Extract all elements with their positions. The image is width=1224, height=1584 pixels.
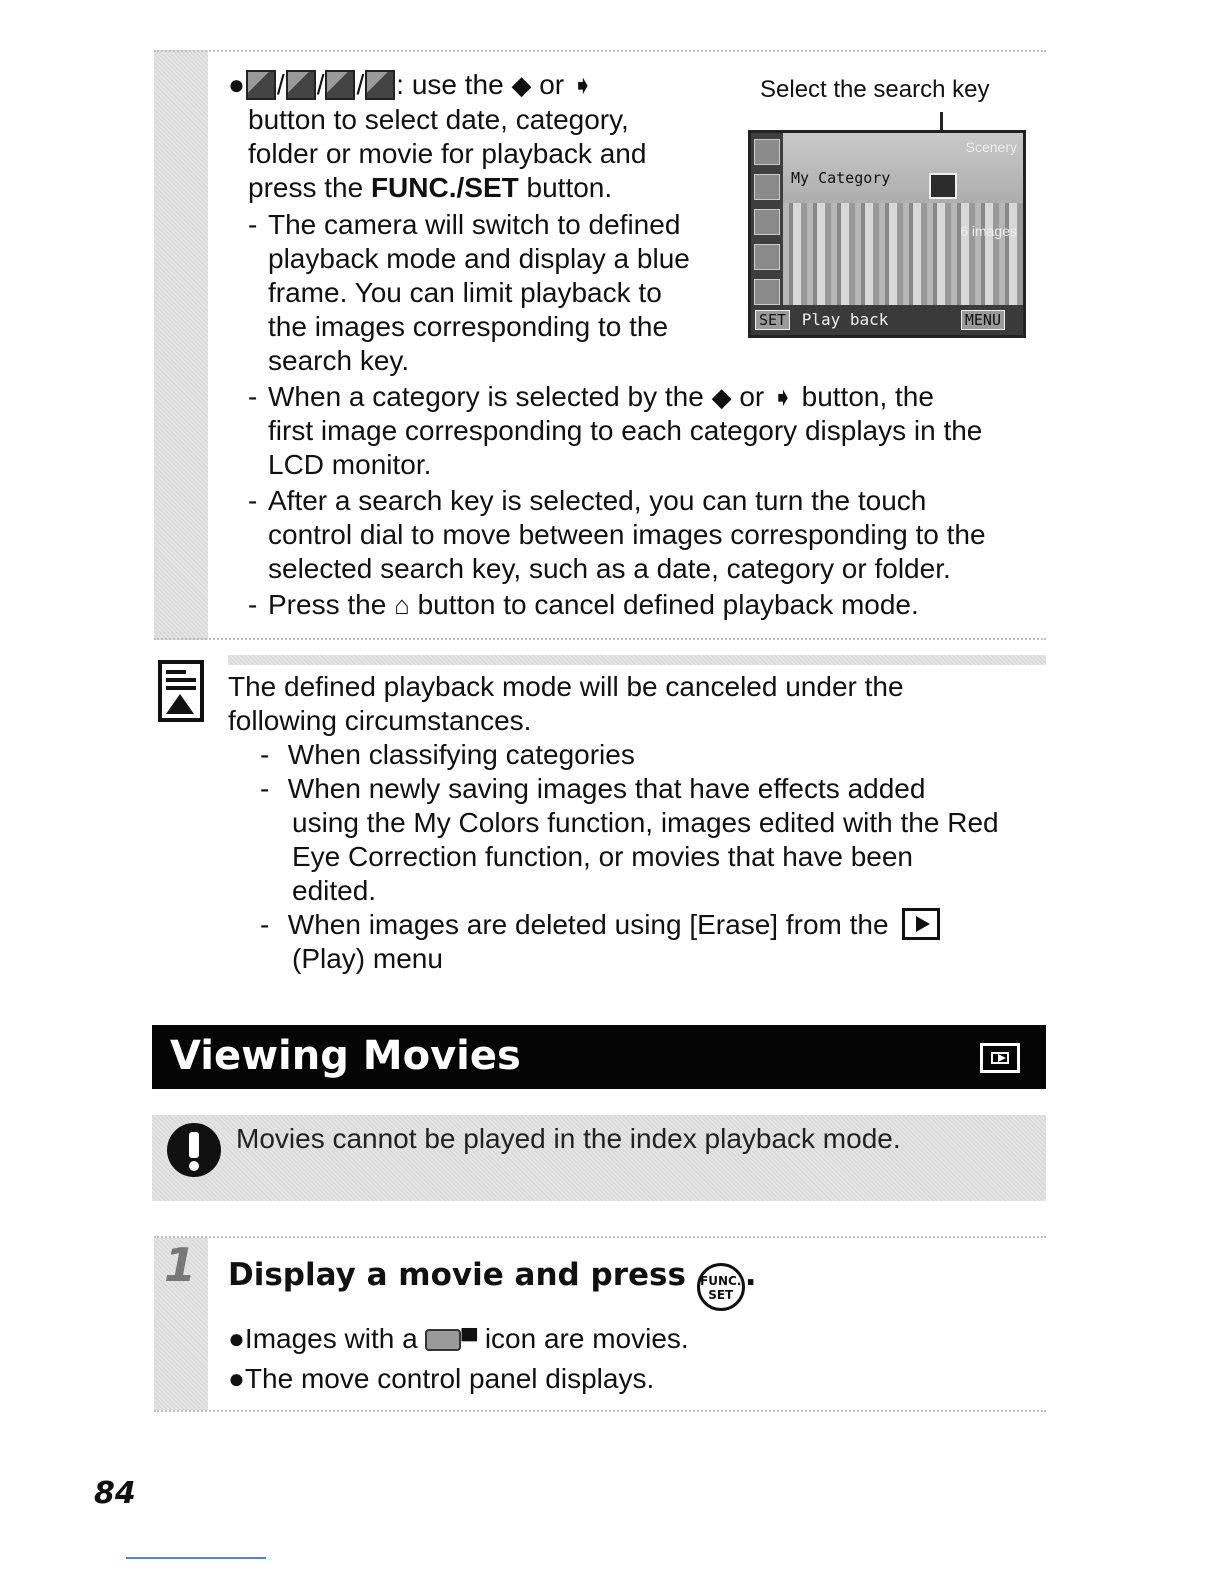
movie-camera-icon: ▀ <box>461 1328 478 1353</box>
left-arrow-icon: ◆ <box>711 382 732 412</box>
date-search-icon <box>246 70 276 100</box>
intro-line-1: button to select date, category, <box>248 104 629 135</box>
sub1-line-5: search key. <box>268 345 410 376</box>
step-bullet-2: The move control panel displays. <box>244 1363 655 1394</box>
note-line-1: The defined playback mode will be canceled under the <box>228 671 904 702</box>
note-item-3: When images are deleted using [Erase] from the <box>287 909 889 940</box>
step-bottom-divider <box>154 1410 1046 1412</box>
playback-filter-icon: ⌂ <box>394 590 410 620</box>
step-bullet-1-post: icon are movies. <box>484 1323 689 1354</box>
intro-line-2: folder or movie for playback and <box>248 138 647 169</box>
sub1-line-4: the images corresponding to the <box>268 311 669 342</box>
playback-mode-icon <box>980 1043 1020 1073</box>
sub1-line-1: The camera will switch to defined <box>268 209 681 240</box>
step-title: Display a movie and press <box>228 1257 686 1293</box>
figure-caption: Select the search key <box>760 76 990 103</box>
right-arrow-icon: ➧ <box>571 70 594 100</box>
step-bullet-1-pre: Images with a <box>244 1323 418 1354</box>
screen-bottom-bar <box>751 305 1023 335</box>
movie-search-icon <box>365 70 395 100</box>
sub-item-1: - The camera will switch to defined playback mode and display a blue frame. You can limit playback to the images corresponding to the search key. <box>248 208 728 378</box>
screen-menu-tag: MENU <box>961 310 1005 330</box>
intro-bullet: ● / / / : use the ◆ or ➧ <box>228 69 594 100</box>
sub-item-3: - After a search key is selected, you can turn the touch control dial to move between images corresponding to the selected search key, such as a date, category or folder. <box>248 484 1048 586</box>
sub3-line-1: After a search key is selected, you can turn the touch <box>268 485 927 516</box>
right-arrow-icon: ➧ <box>772 382 794 412</box>
screen-selection-box <box>929 173 957 199</box>
func-set-button-icon: FUNC. SET <box>697 1263 745 1311</box>
set-tag-icon <box>425 1329 461 1351</box>
sub1-line-3: frame. You can limit playback to <box>268 277 662 308</box>
sub3-line-2: control dial to move between images corresponding to the <box>268 519 986 550</box>
left-arrow-icon: ◆ <box>511 70 532 100</box>
note-item-1: When classifying categories <box>287 739 635 770</box>
page-number: 84 <box>94 1476 136 1511</box>
top-section-bottom-divider <box>154 638 1046 640</box>
step-top-divider <box>154 1236 1046 1238</box>
intro-text: : use the <box>396 69 504 100</box>
footer-rule <box>126 1557 266 1559</box>
top-divider <box>154 50 1046 52</box>
category-search-icon <box>286 70 316 100</box>
screen-set-tag: SET <box>755 310 790 330</box>
top-section-sidebar <box>154 50 208 640</box>
note-item-2-line-4: edited. <box>292 875 377 906</box>
play-icon <box>902 908 940 940</box>
bullet-dot: ● <box>228 69 245 100</box>
caution-text: Movies cannot be played in the index playback mode. <box>236 1123 901 1154</box>
caution-icon <box>166 1122 222 1178</box>
intro-line-3: press the FUNC./SET button. <box>248 172 613 203</box>
note-item-2-line-1: When newly saving images that have effects added <box>287 773 926 804</box>
section-title: Viewing Movies <box>170 1033 521 1079</box>
note-item-2-line-3: Eye Correction function, or movies that have been <box>292 841 914 872</box>
note-text: The defined playback mode will be canceled under the following circumstances. - When classifying categories - When newly saving images that have effects added using the My Colors function, images edited with the Red Eye Correction function, or movies that have been edited. - When images are deleted using [Erase] from the (Play) menu <box>228 670 1058 976</box>
step-number: 1 <box>164 1238 197 1292</box>
camera-screen-image <box>748 130 1026 338</box>
intro-continuation <box>248 103 728 205</box>
folder-search-icon <box>325 70 355 100</box>
func-set-label: FUNC./SET <box>370 172 519 203</box>
screen-images-label: 6 images <box>960 223 1017 239</box>
note-line-2: following circumstances. <box>228 705 532 736</box>
section-heading <box>152 1025 1046 1089</box>
step-heading: Display a movie and press FUNC. SET. <box>228 1252 757 1311</box>
sub3-line-3: selected search key, such as a date, category or folder. <box>268 553 951 584</box>
screen-category-label: My Category <box>791 169 891 187</box>
sub-item-4: - Press the ⌂ button to cancel defined playback mode. <box>248 589 919 620</box>
sub1-line-2: playback mode and display a blue <box>268 243 690 274</box>
note-header-band <box>228 655 1046 665</box>
sub2-line-2: first image corresponding to each category displays in the <box>268 415 983 446</box>
screen-scenery-label: Scenery <box>965 139 1017 155</box>
sub2-line-3: LCD monitor. <box>268 449 432 480</box>
note-item-3-line-2: (Play) menu <box>292 943 443 974</box>
note-item-2-line-2: using the My Colors function, images edited with the Red <box>292 807 999 838</box>
step-bullets: ●Images with a ▀ icon are movies. ●The move control panel displays. <box>228 1323 689 1394</box>
or-word: or <box>539 69 565 100</box>
memo-icon <box>158 660 206 722</box>
screen-playback-label: Play back <box>801 310 889 329</box>
city-photo <box>783 203 1023 305</box>
sub-item-2: - When a category is selected by the ◆ or ➧ button, the first image corresponding to each category displays in the LCD monitor. <box>248 380 1048 482</box>
